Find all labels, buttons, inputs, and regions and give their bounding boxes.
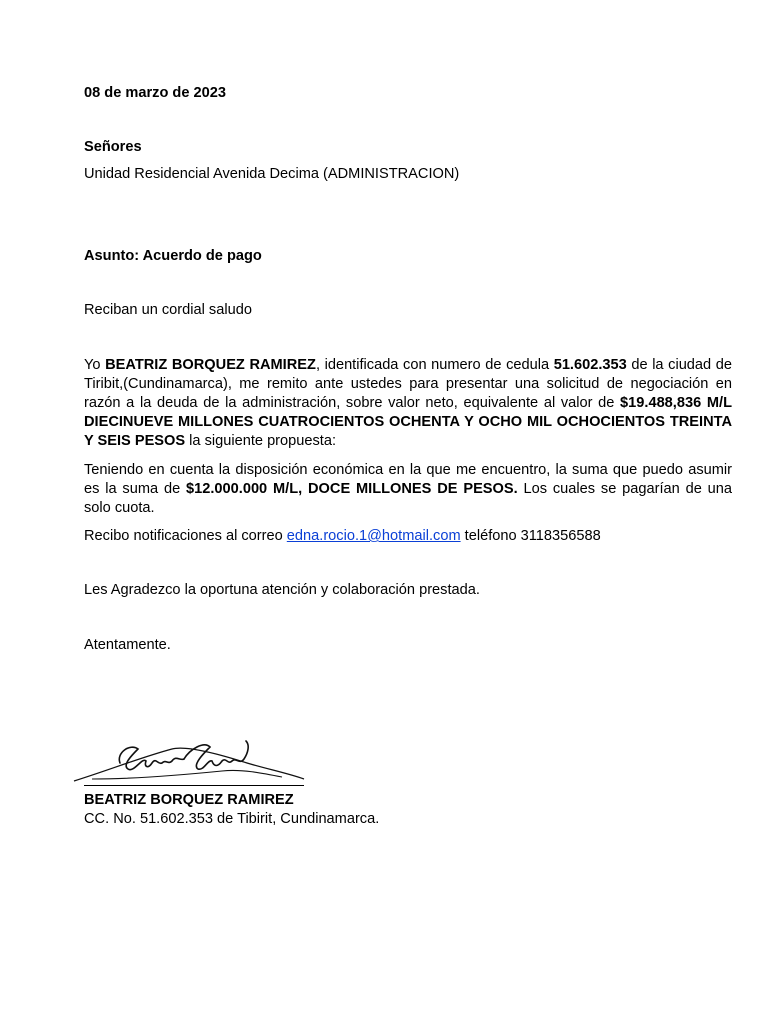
letter-thanks: Les Agradezco la oportuna atención y colaboración prestada. [84,582,480,598]
paragraph-notifications [84,527,732,546]
paragraph-proposal-text-2: Los cuales se pagarían de una solo cuota. [84,481,732,516]
paragraph-request-text-4: la siguiente propuesta: [185,433,337,449]
letter-greeting: Reciban un cordial saludo [84,302,252,318]
proposal-amount: $12.000.000 M/L, DOCE MILLONES DE PESOS. [186,481,518,497]
paragraph-request-text-1: Yo [84,357,106,373]
letter-closing: Atentamente. [84,637,171,653]
email-link[interactable]: edna.rocio.1@hotmail.com [286,528,461,544]
signer-id: CC. No. 51.602.353 de Tibirit, Cundinamarca. [84,811,380,827]
requester-name: BEATRIZ BORQUEZ RAMIREZ [105,357,316,373]
letter-date: 08 de marzo de 2023 [84,85,226,101]
notifications-text-1: Recibo notificaciones al correo [84,528,287,544]
requester-cedula: 51.602.353 [553,357,627,373]
paragraph-request [84,356,732,451]
paragraph-request-text-3: de la ciudad de Tiribit,(Cundinamarca), me remito ante ustedes para presentar una solicitud de negociación en razón a la deuda de la administración, sobre valor neto, equivalente al valor de [84,357,732,411]
notifications-text-2: teléfono 3118356588 [460,528,601,544]
paragraph-request-text-2: , identificada con numero de cedula [315,357,554,373]
recipient-name: Unidad Residencial Avenida Decima (ADMINISTRACION) [84,166,460,182]
recipient-salutation: Señores [84,139,142,155]
letter-subject: Asunto: Acuerdo de pago [84,248,262,264]
signer-name: BEATRIZ BORQUEZ RAMIREZ [84,792,294,808]
paragraph-proposal-text-1: Teniendo en cuenta la disposición económica en la que me encuentro, la suma que puedo asumir es la suma de [84,462,732,497]
handwritten-signature [72,735,308,785]
paragraph-proposal [84,461,732,518]
debt-amount: $19.488,836 M/L DIECINUEVE MILLONES CUATROCIENTOS OCHENTA Y OCHO MIL OCHOCIENTOS TREINTA Y SEIS PESOS [84,395,732,449]
signature-line [84,785,304,786]
